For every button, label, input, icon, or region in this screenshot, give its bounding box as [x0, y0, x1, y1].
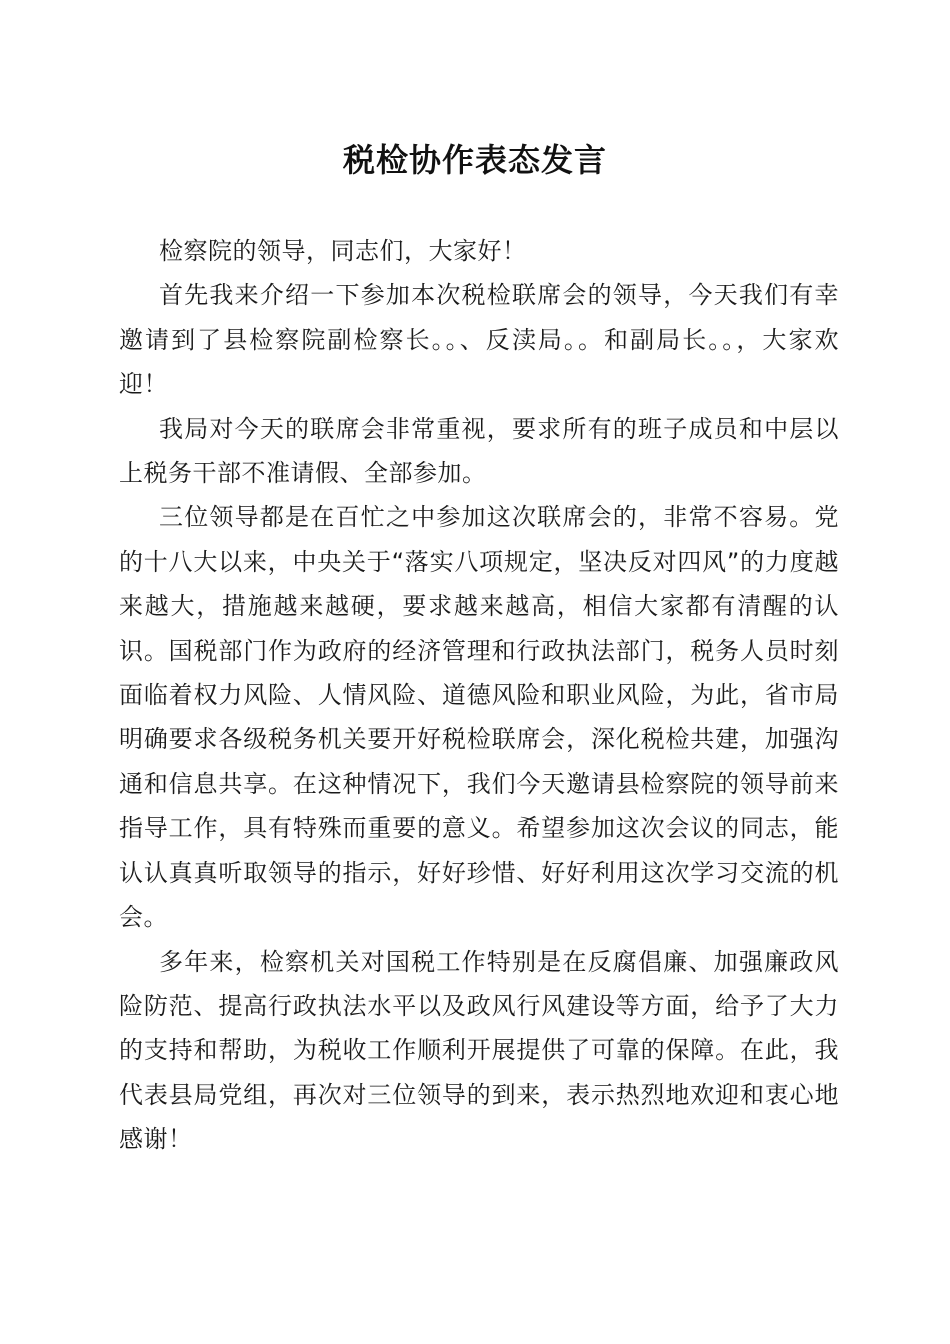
- paragraph-significance: 三位领导都是在百忙之中参加这次联席会的，非常不容易。党的十八大以来，中央关于“落实八项规定，坚决反对四风”的力度越来越大，措施越来越硬，要求越来越高，相信大家都有清醒的认识。国税部门作为政府的经济管理和行政执法部门，税务人员时刻面临着权力风险、人情风险、道德风险和职业风险，为此，省市局明确要求各级税务机关要开好税检联席会，深化税检共建，加强沟通和信息共享。在这种情况下，我们今天邀请县检察院的领导前来指导工作，具有特殊而重要的意义。希望参加这次会议的同志，能认认真真听取领导的指示，好好珍惜、好好利用这次学习交流的机会。: [119, 503, 839, 932]
- paragraph-introduction: 首先我来介绍一下参加本次税检联席会的领导，今天我们有幸邀请到了县检察院副检察长。。、反渎局。。和副局长。。，大家欢迎！: [119, 281, 839, 399]
- document-title: 税检协作表态发言: [342, 141, 607, 179]
- paragraph-attendance: 我局对今天的联席会非常重视，要求所有的班子成员和中层以上税务干部不准请假、全部参加。: [119, 414, 839, 488]
- document-body: [119, 229, 839, 1162]
- paragraph-greeting: 检察院的领导，同志们，大家好！: [159, 237, 527, 265]
- paragraph-thanks: 多年来，检察机关对国税工作特别是在反腐倡廉、加强廉政风险防范、提高行政执法水平以及政风行风建设等方面，给予了大力的支持和帮助，为税收工作顺利开展提供了可靠的保障。在此，我代表县局党组，再次对三位领导的到来，表示热烈地欢迎和衷心地感谢！: [119, 947, 839, 1154]
